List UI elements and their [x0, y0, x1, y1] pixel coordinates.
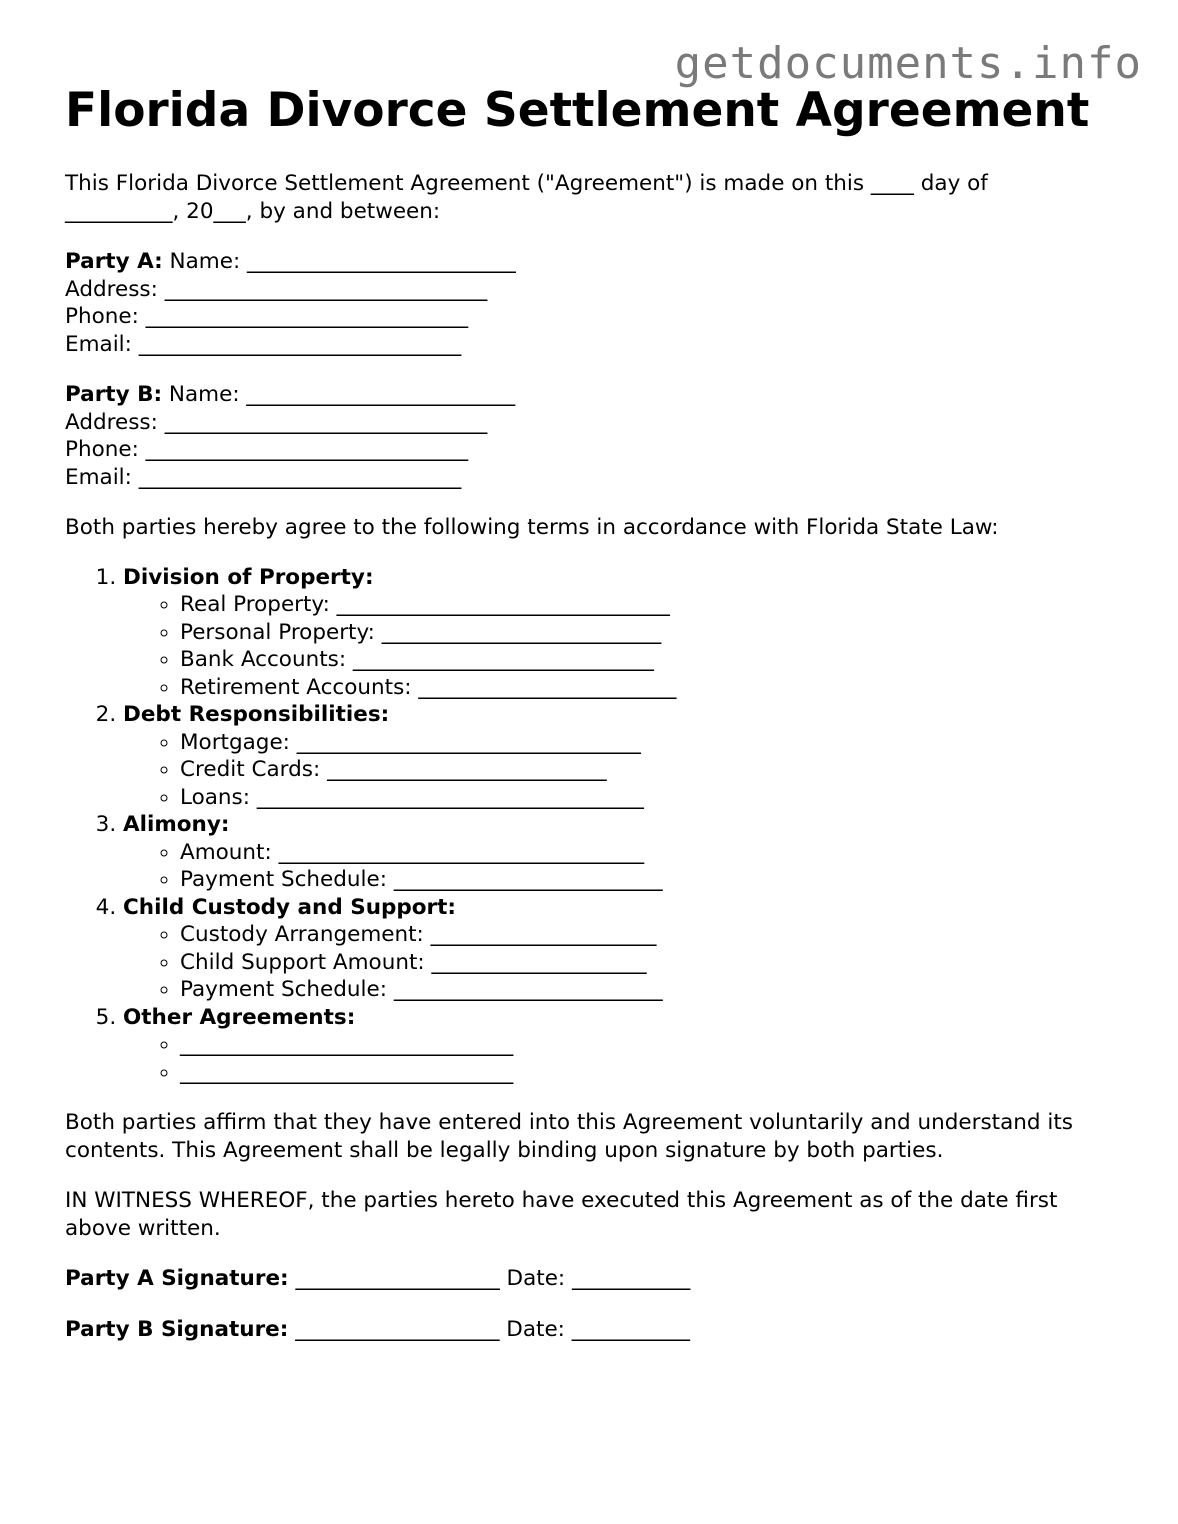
signature-label: Party B Signature: [65, 1316, 289, 1342]
retirement-accounts-field[interactable]: ◦ Retirement Accounts: ________________________ [180, 674, 1135, 702]
real-property-field[interactable]: ◦ Real Property: _______________________________ [180, 591, 1135, 619]
personal-property-field[interactable]: ◦ Personal Property: __________________________ [180, 619, 1135, 647]
custody-arrangement-field[interactable]: ◦ Custody Arrangement: _____________________ [180, 921, 1135, 949]
section-debt-responsibilities [123, 701, 1135, 811]
page-title: Florida Divorce Settlement Agreement [65, 83, 1090, 138]
section-child-custody-support [123, 894, 1135, 1004]
party-a-block [65, 248, 1135, 358]
loans-field[interactable]: ◦ Loans: ____________________________________ [180, 784, 1135, 812]
section-other-agreements [123, 1004, 1135, 1087]
party-a-label: Party A: [65, 249, 163, 274]
section-heading: Child Custody and Support: [123, 894, 457, 920]
bank-accounts-field[interactable]: ◦ Bank Accounts: ____________________________ [180, 646, 1135, 674]
party-a-phone-field[interactable]: Phone: ______________________________ [65, 304, 469, 329]
party-b-email-field[interactable]: Email: ______________________________ [65, 464, 462, 490]
party-b-address-field[interactable]: Address: ______________________________ [65, 409, 488, 435]
section-heading: Other Agreements: [123, 1004, 356, 1030]
signature-date-line[interactable]: ___________________ Date: ___________ [288, 1266, 691, 1291]
other-agreement-field[interactable]: ◦ _______________________________ [180, 1031, 1135, 1059]
party-a-name-field[interactable]: Name: _________________________ [162, 249, 516, 274]
terms-intro: Both parties hereby agree to the following terms in accordance with Florida State Law: [65, 515, 999, 540]
credit-cards-field[interactable]: ◦ Credit Cards: __________________________ [180, 756, 1135, 784]
signature-date-line[interactable]: ___________________ Date: ___________ [288, 1316, 691, 1342]
child-payment-schedule-field[interactable]: ◦ Payment Schedule: _________________________ [180, 976, 1135, 1004]
witness-paragraph: IN WITNESS WHEREOF, the parties hereto have executed this Agreement as of the date first above written. [65, 1188, 1058, 1241]
section-heading: Division of Property: [123, 564, 374, 590]
child-support-amount-field[interactable]: ◦ Child Support Amount: ____________________ [180, 949, 1135, 977]
alimony-amount-field[interactable]: ◦ Amount: __________________________________ [180, 839, 1135, 867]
section-heading: Alimony: [123, 812, 230, 837]
other-agreement-field[interactable]: ◦ _______________________________ [180, 1059, 1135, 1087]
party-b-label: Party B: [65, 382, 163, 407]
party-b-name-field[interactable]: Name: _________________________ [162, 382, 516, 407]
document-page [65, 80, 1135, 1343]
party-b-block [65, 381, 1135, 491]
affirm-paragraph: Both parties affirm that they have entered into this Agreement voluntarily and understand its contents. This Agreement shall be legally binding upon signature by both parties. [65, 1110, 1073, 1163]
party-a-address-field[interactable]: Address: ______________________________ [65, 276, 488, 302]
terms-list [65, 564, 1135, 1087]
alimony-payment-schedule-field[interactable]: ◦ Payment Schedule: _________________________ [180, 866, 1135, 894]
watermark: getdocuments.info [674, 38, 1142, 89]
party-b-signature-row[interactable] [65, 1316, 1135, 1344]
section-division-of-property [123, 564, 1135, 702]
section-alimony [123, 811, 1135, 894]
party-a-email-field[interactable]: Email: ______________________________ [65, 331, 462, 357]
party-b-phone-field[interactable]: Phone: ______________________________ [65, 437, 469, 462]
section-heading: Debt Responsibilities: [123, 702, 390, 727]
signature-label: Party A Signature: [65, 1266, 289, 1291]
party-a-signature-row[interactable] [65, 1265, 1135, 1293]
intro-paragraph: This Florida Divorce Settlement Agreement ("Agreement") is made on this ____ day of __________, 20___, by and between: [65, 171, 988, 224]
mortgage-field[interactable]: ◦ Mortgage: ________________________________ [180, 729, 1135, 757]
